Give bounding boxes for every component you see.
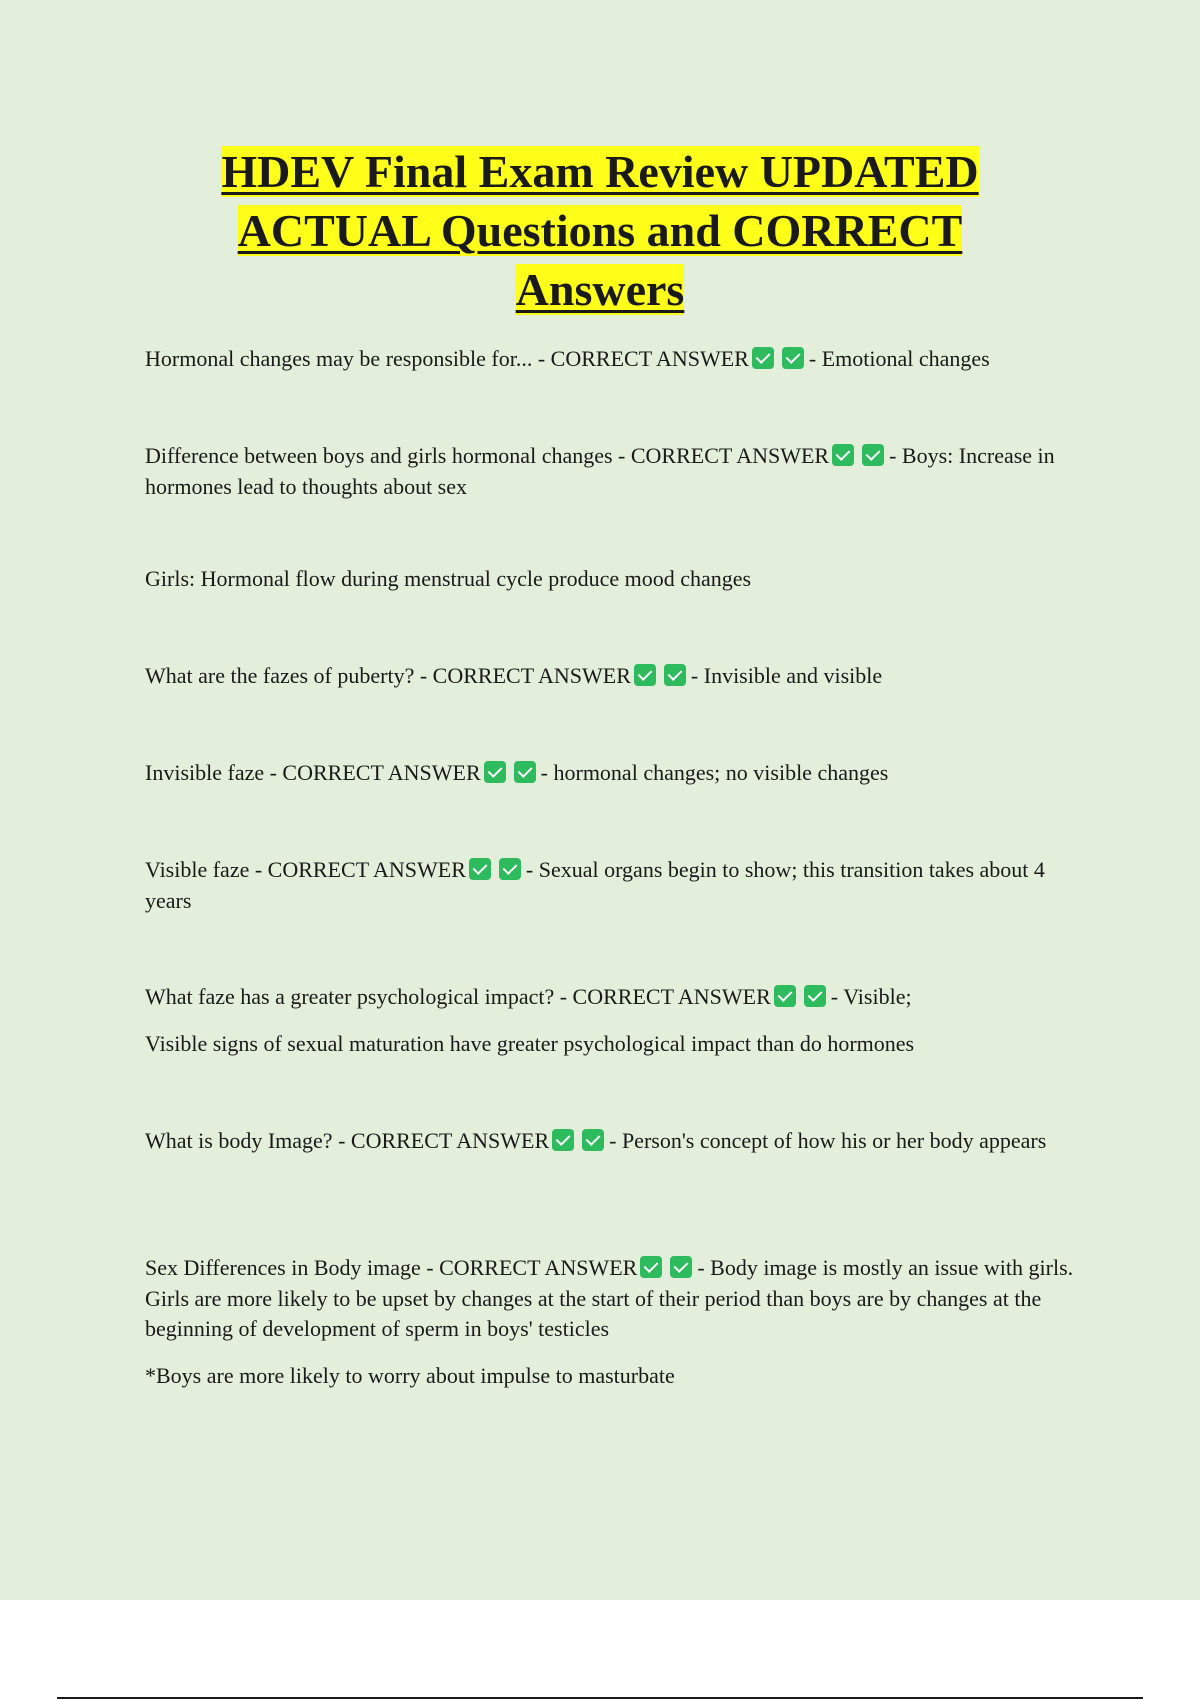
note-text: Girls: Hormonal flow during menstrual cycle produce mood changes — [145, 566, 752, 591]
answer-text: - Person's concept of how his or her body appears — [609, 1128, 1047, 1153]
green-check-mark-icon — [862, 444, 884, 466]
green-check-mark-icon — [469, 858, 491, 880]
answer-text: - Emotional changes — [808, 346, 990, 371]
note-text: *Boys are more likely to worry about impulse to masturbate — [145, 1363, 675, 1388]
note-paragraph — [145, 1029, 1085, 1060]
answer-text: - hormonal changes; no visible changes — [540, 760, 889, 785]
question-text: Invisible faze — [145, 760, 265, 785]
qa-item — [145, 855, 1085, 916]
title-line-1: HDEV Final Exam Review UPDATED — [221, 146, 979, 197]
question-text: What is body Image? — [145, 1128, 333, 1153]
green-check-mark-icon — [670, 1256, 692, 1278]
correct-answer-label: - CORRECT ANSWER — [537, 346, 749, 371]
green-check-mark-icon — [804, 985, 826, 1007]
correct-answer-label: - CORRECT ANSWER — [254, 857, 466, 882]
question-text: Visible faze — [145, 857, 250, 882]
answer-text: - Boys: Increase in hormones lead to thoughts about sex — [145, 443, 1055, 499]
question-text: What faze has a greater psychological impact? — [145, 984, 555, 1009]
qa-item — [145, 1253, 1085, 1345]
green-check-mark-icon — [664, 664, 686, 686]
answer-text: - Body image is mostly an issue with girls. Girls are more likely to be upset by changes at the start of their period than boys are by changes at the beginning of development of sperm in boys' testicles — [145, 1255, 1074, 1341]
green-check-mark-icon — [782, 347, 804, 369]
correct-answer-label: - CORRECT ANSWER — [426, 1255, 638, 1280]
document-title — [100, 142, 1100, 319]
correct-answer-label: - CORRECT ANSWER — [269, 760, 481, 785]
footer-divider — [57, 1697, 1143, 1699]
green-check-mark-icon — [484, 761, 506, 783]
green-check-mark-icon — [634, 664, 656, 686]
note-paragraph — [145, 564, 1085, 595]
correct-answer-label: - CORRECT ANSWER — [618, 443, 830, 468]
title-line-3: Answers — [515, 264, 685, 315]
green-check-mark-icon — [640, 1256, 662, 1278]
question-text: Difference between boys and girls hormonal changes — [145, 443, 613, 468]
note-text: Visible signs of sexual maturation have greater psychological impact than do hormones — [145, 1031, 915, 1056]
question-text: Sex Differences in Body image — [145, 1255, 421, 1280]
answer-text: - Invisible and visible — [690, 663, 883, 688]
correct-answer-label: - CORRECT ANSWER — [338, 1128, 550, 1153]
qa-item — [145, 758, 1085, 789]
qa-item — [145, 1126, 1085, 1157]
question-text: Hormonal changes may be responsible for... — [145, 346, 533, 371]
question-text: What are the fazes of puberty? — [145, 663, 415, 688]
green-check-mark-icon — [514, 761, 536, 783]
qa-item — [145, 661, 1085, 692]
title-line-2: ACTUAL Questions and CORRECT — [237, 205, 963, 256]
note-paragraph — [145, 1361, 1085, 1392]
answer-text: - Visible; — [830, 984, 912, 1009]
green-check-mark-icon — [499, 858, 521, 880]
green-check-mark-icon — [582, 1129, 604, 1151]
green-check-mark-icon — [552, 1129, 574, 1151]
qa-item — [145, 982, 1085, 1013]
qa-item — [145, 441, 1085, 502]
qa-item — [145, 344, 1085, 375]
correct-answer-label: - CORRECT ANSWER — [419, 663, 631, 688]
green-check-mark-icon — [774, 985, 796, 1007]
green-check-mark-icon — [832, 444, 854, 466]
answer-text: - Sexual organs begin to show; this transition takes about 4 years — [145, 857, 1045, 913]
correct-answer-label: - CORRECT ANSWER — [559, 984, 771, 1009]
green-check-mark-icon — [752, 347, 774, 369]
